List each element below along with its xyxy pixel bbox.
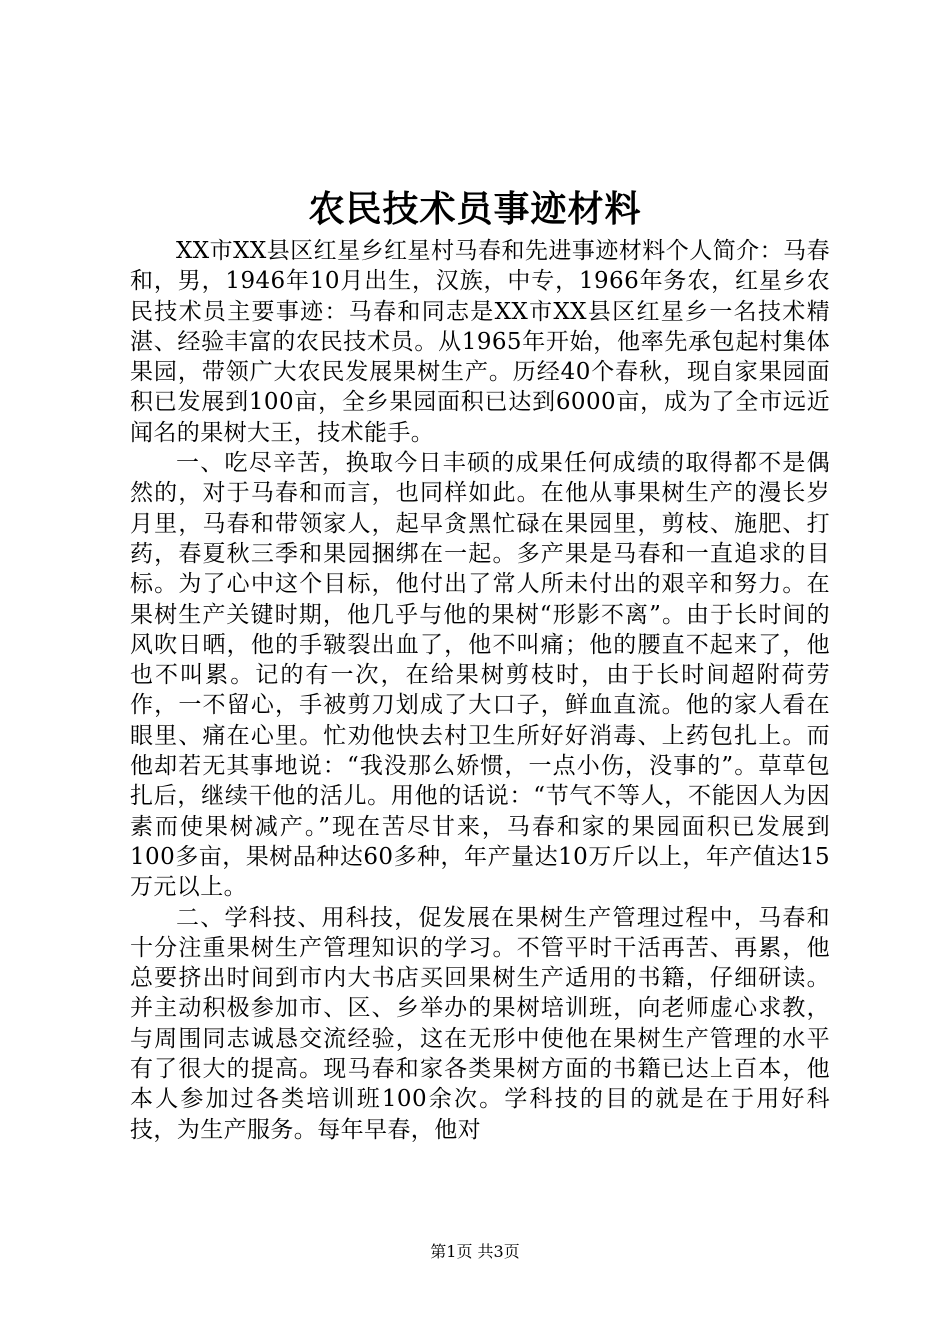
paragraph-intro: XX市XX县区红星乡红星村马春和先进事迹材料个人简介：马春和，男，1946年10月出生，汉族，中专，1966年务农，红星乡农民技术员主要事迹：马春和同志是XX市XX县区红星乡一名技术精湛、经验丰富的农民技术员。从1965年开始，他率先承包起村集体果园，带领广大农民发展果树生产。历经40个春秋，现自家果园面积已发展到100亩，全乡果园面积已达到6000亩，成为了全市远近闻名的果树大王，技术能手。 xyxy=(130,238,830,446)
document-body xyxy=(130,236,830,1145)
paragraph-section-two: 二、学科技、用科技，促发展在果树生产管理过程中，马春和十分注重果树生产管理知识的学习。不管平时干活再苦、再累，他总要挤出时间到市内大书店买回果树生产适用的书籍，仔细研读。并主动积极参加市、区、乡举办的果树培训班，向老师虚心求教，与周围同志诚恳交流经验，这在无形中使他在果树生产管理的水平有了很大的提高。现马春和家各类果树方面的书籍已达上百本，他本人参加过各类培训班100余次。学科技的目的就是在于用好科技，为生产服务。每年早春，他对 xyxy=(130,904,830,1143)
document-title: 农民技术员事迹材料 xyxy=(308,188,642,230)
paragraph-section-one: 一、吃尽辛苦，换取今日丰硕的成果任何成绩的取得都不是偶然的，对于马春和而言，也同样如此。在他从事果树生产的漫长岁月里，马春和带领家人，起早贪黑忙碌在果园里，剪枝、施肥、打药，春夏秋三季和果园捆绑在一起。多产果是马春和一直追求的目标。为了心中这个目标，他付出了常人所未付出的艰辛和努力。在果树生产关键时期，他几乎与他的果树“形影不离”。由于长时间的风吹日晒，他的手皲裂出血了，他不叫痛；他的腰直不起来了，他也不叫累。记的有一次，在给果树剪枝时，由于长时间超附荷劳作，一不留心，手被剪刀划成了大口子，鲜血直流。他的家人看在眼里、痛在心里。忙劝他快去村卫生所好好消毒、上药包扎上。而他却若无其事地说：“我没那么娇惯，一点小伤，没事的”。草草包扎后，继续干他的活儿。用他的话说：“节气不等人，不能因人为因素而使果树减产。”现在苦尽甘来，马春和家的果园面积已发展到100多亩，果树品种达60多种，年产量达10万斤以上，年产值达15万元以上。 xyxy=(130,450,830,901)
page-number-footer: 第1页 共3页 xyxy=(430,1242,520,1261)
